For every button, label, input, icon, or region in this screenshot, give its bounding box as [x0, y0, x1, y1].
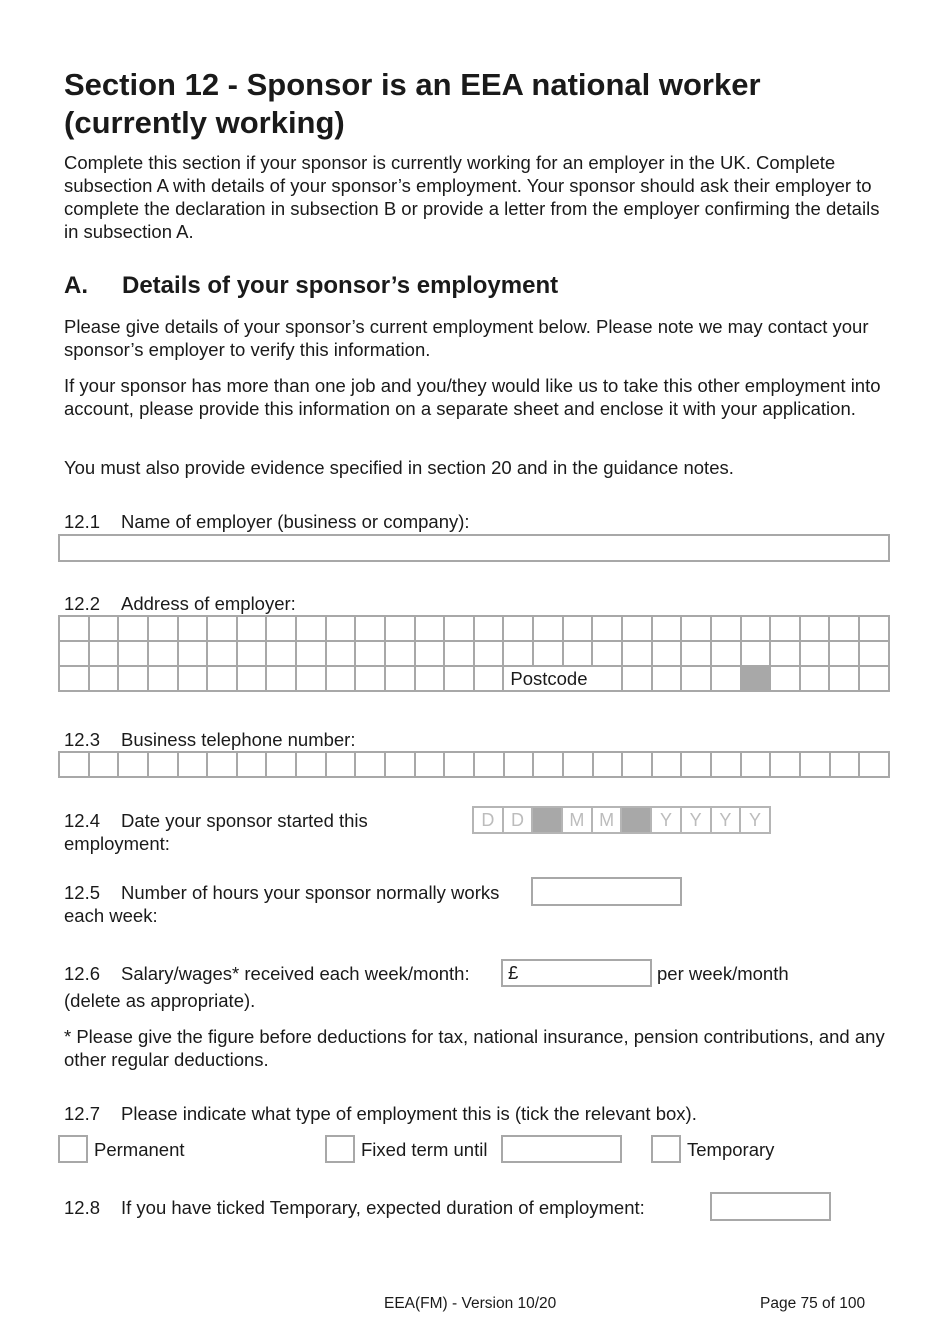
section-a-letter: A.: [64, 272, 88, 299]
section-a-para1: Please give details of your sponsor’s current employment below. Please note we may contact your sponsor’s employer to verify this information.: [64, 316, 869, 360]
month-digit-2[interactable]: M: [592, 807, 622, 833]
year-digit-2[interactable]: Y: [681, 807, 711, 833]
section-a-title: Details of your sponsor’s employment: [122, 272, 559, 299]
telephone-row[interactable]: [59, 752, 889, 777]
year-digit-4[interactable]: Y: [740, 807, 770, 833]
address-row-2[interactable]: [59, 641, 889, 666]
salary-unit-label: per week/month: [657, 963, 789, 984]
q12-3-label: 12.3 Business telephone number:: [64, 729, 356, 750]
q12-5-label: 12.5 Number of hours your sponsor normally works each week:: [64, 882, 500, 926]
permanent-label: Permanent: [94, 1139, 185, 1160]
month-digit-1[interactable]: M: [562, 807, 592, 833]
q12-1-label: 12.1 Name of employer (business or company):: [64, 511, 470, 532]
q12-2-label: 12.2 Address of employer:: [64, 593, 296, 614]
q12-7-label: 12.7 Please indicate what type of employment this is (tick the relevant box).: [64, 1103, 697, 1124]
day-digit-2[interactable]: D: [503, 807, 533, 833]
employer-name-input[interactable]: [58, 534, 890, 562]
section-a-para3: You must also provide evidence specified in section 20 and in the guidance notes.: [64, 457, 734, 478]
pound-sign: £: [508, 962, 519, 983]
q12-6-label: 12.6 Salary/wages* received each week/month:: [64, 963, 470, 984]
salary-footnote: * Please give the figure before deductions for tax, national insurance, pension contributions, and any other regular deductions.: [64, 1026, 885, 1070]
postcode-label: Postcode: [503, 666, 622, 691]
day-digit-1[interactable]: D: [473, 807, 503, 833]
address-row-1[interactable]: [59, 616, 889, 641]
section-a-heading: [64, 272, 558, 300]
year-digit-1[interactable]: Y: [651, 807, 681, 833]
date-separator: [621, 807, 651, 833]
fixed-term-label: Fixed term until: [361, 1139, 488, 1160]
page-title: Section 12 - Sponsor is an EEA national worker (currently working): [64, 67, 761, 140]
date-separator: [532, 807, 562, 833]
hours-per-week-input[interactable]: [531, 877, 682, 906]
fixed-term-date-input[interactable]: [501, 1135, 622, 1163]
salary-input[interactable]: [501, 959, 652, 987]
fixed-term-checkbox[interactable]: [325, 1135, 355, 1163]
q12-8-label: 12.8 If you have ticked Temporary, expected duration of employment:: [64, 1197, 645, 1218]
year-digit-3[interactable]: Y: [711, 807, 741, 833]
address-row-3[interactable]: [59, 666, 889, 691]
telephone-grid[interactable]: [58, 751, 890, 778]
q12-6-label-2: (delete as appropriate).: [64, 990, 256, 1011]
start-date-input[interactable]: [472, 806, 771, 834]
temporary-checkbox[interactable]: [651, 1135, 681, 1163]
footer-page-number: Page 75 of 100: [760, 1295, 866, 1312]
temporary-label: Temporary: [687, 1139, 775, 1160]
q12-4-label: 12.4 Date your sponsor started this employment:: [64, 810, 368, 854]
intro-text: Complete this section if your sponsor is currently working for an employer in the UK. Complete subsection A with details of your sponsor’s employment. Your sponsor should ask their employer to complete the declaration in subsection B or provide a letter from the employer confirming the details in subsection A.: [64, 152, 880, 242]
temporary-duration-input[interactable]: [710, 1192, 831, 1221]
footer-version: EEA(FM) - Version 10/20: [384, 1295, 557, 1312]
employer-address-grid[interactable]: [58, 615, 890, 692]
section-a-para2: If your sponsor has more than one job and you/they would like us to take this other employment into account, please provide this information on a separate sheet and enclose it with your application.: [64, 375, 881, 419]
permanent-checkbox[interactable]: [58, 1135, 88, 1163]
